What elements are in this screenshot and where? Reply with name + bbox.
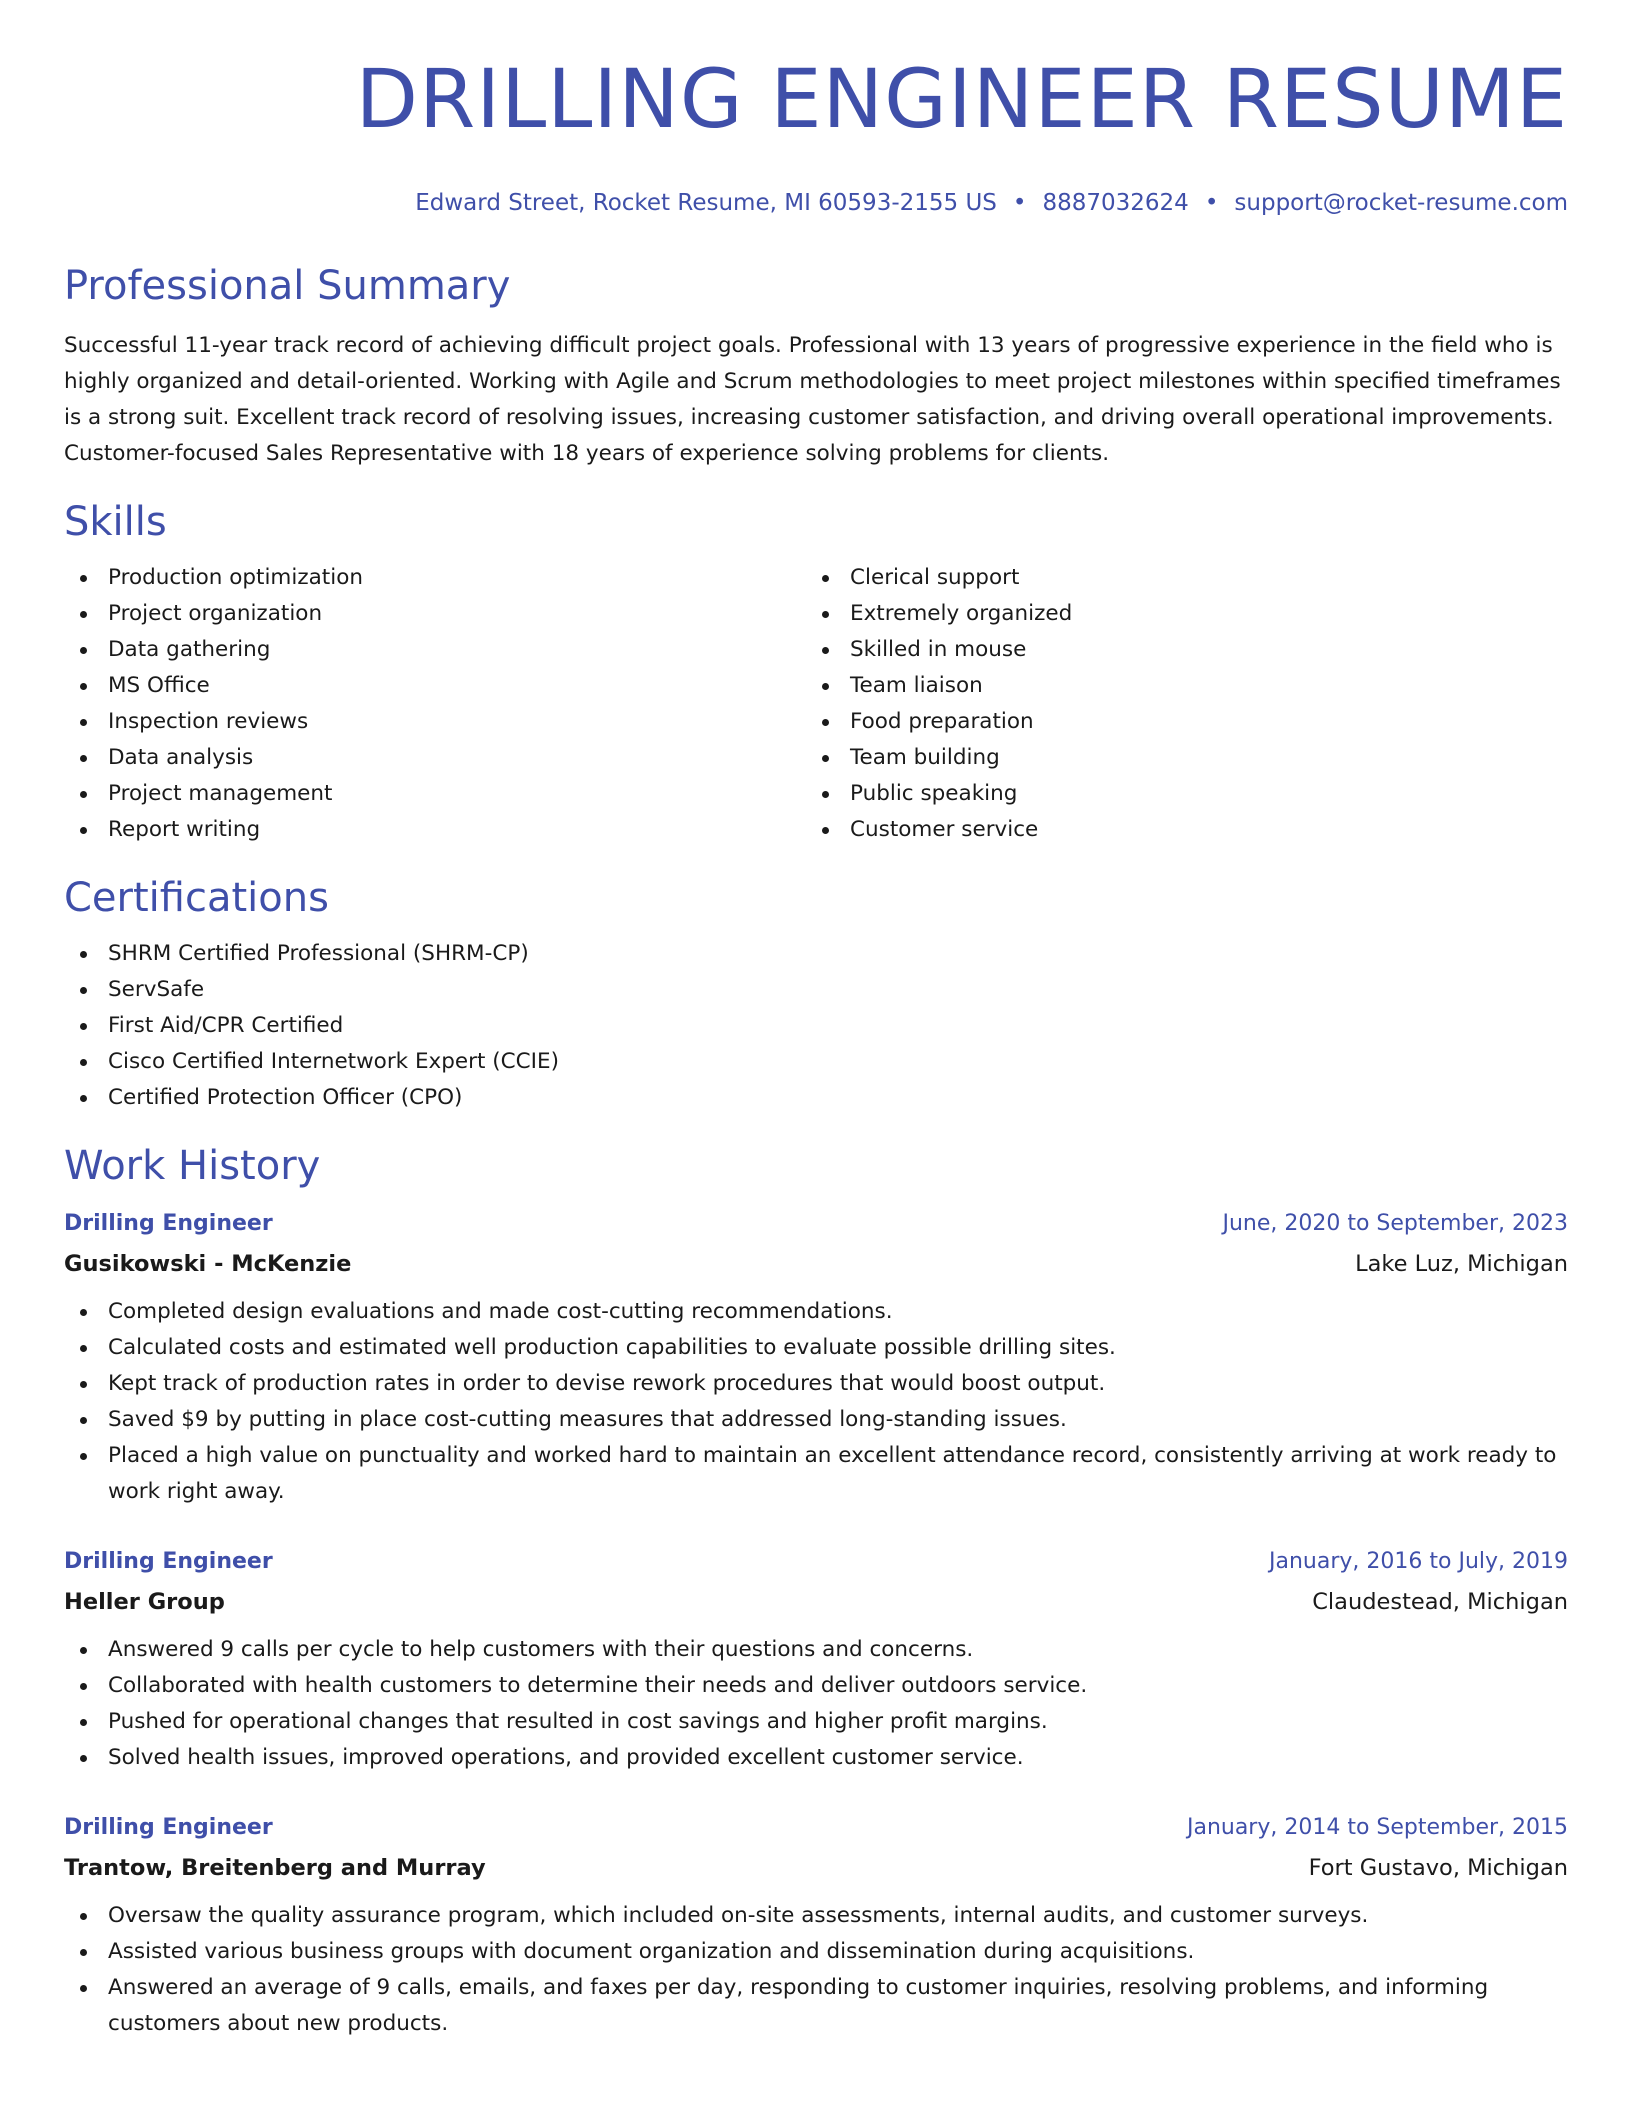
skill-item: Report writing: [64, 812, 806, 848]
job-bullet: Collaborated with health customers to determine their needs and deliver outdoors service.: [64, 1668, 1568, 1704]
skill-item: Project management: [64, 776, 806, 812]
certification-item: Certified Protection Officer (CPO): [64, 1080, 1568, 1116]
job-entry: [64, 1808, 1568, 2042]
skill-item: Clerical support: [806, 560, 1548, 596]
job-company: Gusikowski - McKenzie: [64, 1250, 352, 1277]
job-title: Drilling Engineer: [64, 1548, 273, 1574]
contact-separator: •: [1204, 190, 1219, 216]
certification-item: First Aid/CPR Certified: [64, 1008, 1568, 1044]
skills-section: [64, 498, 1568, 848]
skill-item: Production optimization: [64, 560, 806, 596]
job-bullet: Solved health issues, improved operations, and provided excellent customer service.: [64, 1740, 1568, 1776]
job-bullet: Answered 9 calls per cycle to help customers with their questions and concerns.: [64, 1632, 1568, 1668]
skill-item: Project organization: [64, 596, 806, 632]
job-company: Heller Group: [64, 1588, 225, 1615]
job-bullet: Saved $9 by putting in place cost-cutting measures that addressed long-standing issues.: [64, 1402, 1568, 1438]
job-location: Claudestead, Michigan: [1312, 1588, 1568, 1615]
job-location: Fort Gustavo, Michigan: [1308, 1854, 1568, 1881]
job-bullet: Oversaw the quality assurance program, which included on-site assessments, internal audits, and customer surveys.: [64, 1898, 1568, 1934]
summary-heading: Professional Summary: [64, 262, 511, 309]
skill-item: Team liaison: [806, 668, 1548, 704]
skill-item: Public speaking: [806, 776, 1548, 812]
job-company: Trantow, Breitenberg and Murray: [64, 1854, 486, 1881]
job-bullet: Placed a high value on punctuality and worked hard to maintain an excellent attendance record, consistently arriving at work ready to work right away.: [64, 1438, 1568, 1510]
job-title: Drilling Engineer: [64, 1814, 273, 1840]
skill-item: MS Office: [64, 668, 806, 704]
skills-column-left: [64, 560, 806, 848]
certification-item: SHRM Certified Professional (SHRM-CP): [64, 936, 1568, 972]
job-bullet: Completed design evaluations and made cost-cutting recommendations.: [64, 1294, 1568, 1330]
skill-item: Extremely organized: [806, 596, 1548, 632]
job-dates: January, 2016 to July, 2019: [1269, 1548, 1568, 1574]
certifications-heading: Certifications: [64, 874, 329, 921]
job-bullet: Assisted various business groups with document organization and dissemination during acquisitions.: [64, 1934, 1568, 1970]
contact-email: support@rocket-resume.com: [1234, 190, 1568, 216]
resume-title: DRILLING ENGINEER RESUME: [355, 53, 1568, 147]
summary-section: [64, 262, 1568, 472]
resume-page: [64, 0, 1568, 2042]
skill-item: Food preparation: [806, 704, 1548, 740]
skills-grid: [64, 560, 1568, 848]
job-entry: [64, 1204, 1568, 1510]
work-history-heading: Work History: [64, 1142, 321, 1189]
job-entry: [64, 1542, 1568, 1776]
contact-line: [64, 190, 1568, 218]
contact-phone: 8887032624: [1042, 190, 1189, 216]
skill-item: Skilled in mouse: [806, 632, 1548, 668]
certifications-section: [64, 874, 1568, 1116]
skill-item: Inspection reviews: [64, 704, 806, 740]
skill-item: Team building: [806, 740, 1548, 776]
skills-column-right: [806, 560, 1548, 848]
job-bullet: Calculated costs and estimated well production capabilities to evaluate possible drilling sites.: [64, 1330, 1568, 1366]
summary-text: Successful 11-year track record of achieving difficult project goals. Professional with 13 years of progressive experience in the field who is highly organized and detail-oriented. Working with Agile and Scrum methodologies to meet project milestones within specified timeframes is a strong suit. Excellent track record of resolving issues, increasing customer satisfaction, and driving overall operational improvements. Customer-focused Sales Representative with 18 years of experience solving problems for clients.: [64, 332, 1561, 466]
job-title: Drilling Engineer: [64, 1210, 273, 1236]
skill-item: Customer service: [806, 812, 1548, 848]
job-bullet: Answered an average of 9 calls, emails, and faxes per day, responding to customer inquiries, resolving problems, and informing customers about new products.: [64, 1970, 1568, 2042]
job-bullet: Kept track of production rates in order to devise rework procedures that would boost output.: [64, 1366, 1568, 1402]
contact-address: Edward Street, Rocket Resume, MI 60593-2155 US: [415, 190, 997, 216]
skills-heading: Skills: [64, 498, 167, 545]
skill-item: Data gathering: [64, 632, 806, 668]
job-bullet: Pushed for operational changes that resulted in cost savings and higher profit margins.: [64, 1704, 1568, 1740]
job-dates: June, 2020 to September, 2023: [1222, 1210, 1568, 1236]
contact-separator: •: [1012, 190, 1027, 216]
skill-item: Data analysis: [64, 740, 806, 776]
job-location: Lake Luz, Michigan: [1355, 1250, 1568, 1277]
certification-item: Cisco Certified Internetwork Expert (CCIE): [64, 1044, 1568, 1080]
work-history-section: [64, 1142, 1568, 2042]
certification-item: ServSafe: [64, 972, 1568, 1008]
job-dates: January, 2014 to September, 2015: [1186, 1814, 1568, 1840]
